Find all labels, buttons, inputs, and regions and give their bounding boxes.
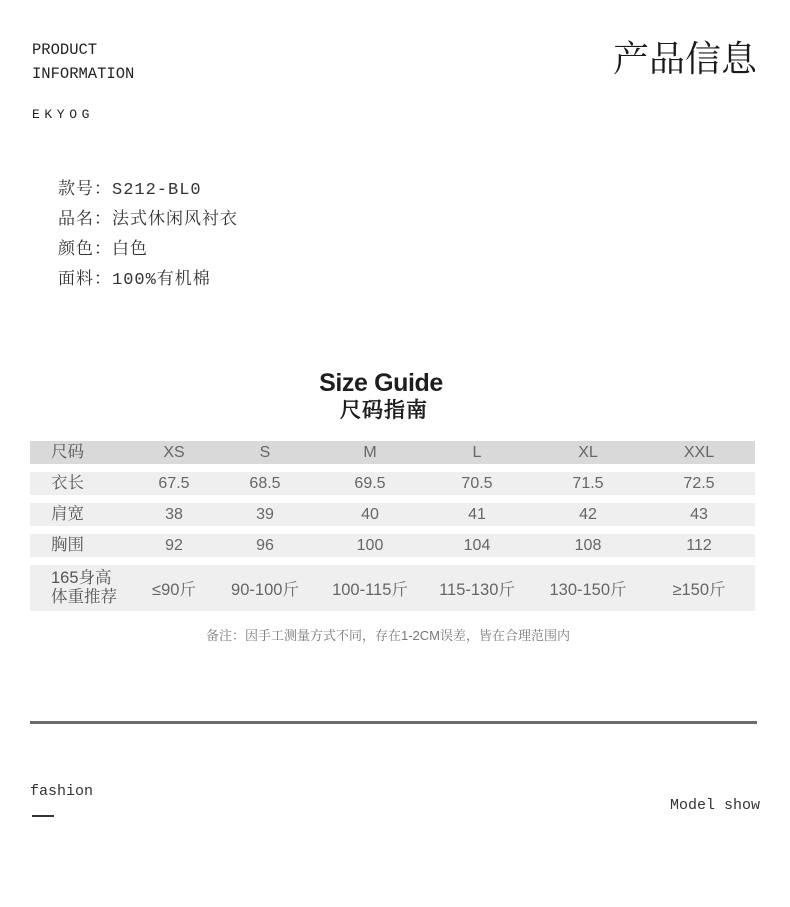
table-header-size: XXL <box>683 443 715 461</box>
table-header-size: XL <box>578 443 598 461</box>
table-cell: 115-130斤 <box>439 581 515 599</box>
product-details <box>58 176 238 296</box>
detail-label: 面料： <box>58 271 112 290</box>
detail-label: 款号： <box>58 181 112 200</box>
table-cell: 42 <box>579 505 597 523</box>
table-cell: 38 <box>165 505 183 523</box>
page-title: 产品信息 <box>612 39 757 80</box>
table-cell: 71.5 <box>572 474 604 492</box>
size-note: 备注：因手工测量方式不同，存在1-2CM误差，皆在合理范围内 <box>205 628 570 643</box>
table-header-size: XS <box>163 443 185 461</box>
table-cell: 43 <box>690 505 708 523</box>
table-header-size: M <box>363 443 377 461</box>
table-cell: 108 <box>574 536 602 554</box>
product-information-label <box>32 38 134 86</box>
detail-value: S212-BL0 <box>112 181 202 200</box>
table-row-label-line: 体重推荐 <box>51 588 117 606</box>
table-row-label: 肩宽 <box>51 505 84 523</box>
detail-value: 100%有机棉 <box>112 271 211 290</box>
fashion-underline <box>32 815 54 817</box>
table-cell: 104 <box>463 536 491 554</box>
table-cell: 100 <box>356 536 384 554</box>
table-row-label: 衣长 <box>51 474 84 492</box>
detail-product-name <box>58 206 238 236</box>
table-row <box>30 534 755 557</box>
table-header-row <box>30 441 755 464</box>
section-divider <box>30 721 757 724</box>
table-header-size: S <box>259 443 271 461</box>
table-cell: 69.5 <box>354 474 386 492</box>
detail-value: 白色 <box>112 241 148 260</box>
table-cell: 100-115斤 <box>332 581 408 599</box>
label-line-information: INFORMATION <box>32 65 135 83</box>
label-line-product: PRODUCT <box>32 41 98 59</box>
table-row-label-line: 165身高 <box>51 569 112 587</box>
detail-label: 颜色： <box>58 241 112 260</box>
table-cell: 39 <box>256 505 274 523</box>
detail-label: 品名： <box>58 211 112 230</box>
table-row <box>30 472 755 495</box>
table-cell: ≤90斤 <box>152 581 196 599</box>
table-cell: 96 <box>256 536 274 554</box>
table-cell: 70.5 <box>461 474 493 492</box>
table-cell: 72.5 <box>683 474 715 492</box>
detail-style-number <box>58 176 238 206</box>
detail-fabric <box>58 266 238 296</box>
table-cell: 67.5 <box>158 474 190 492</box>
table-cell: 112 <box>686 536 712 554</box>
table-cell: 41 <box>468 505 486 523</box>
model-show-label: Model show <box>669 797 760 814</box>
table-row-label <box>30 569 122 607</box>
brand-name: EKYOG <box>32 107 95 122</box>
table-cell: 40 <box>361 505 379 523</box>
table-cell: 68.5 <box>249 474 281 492</box>
size-guide-title: Size Guide <box>319 369 443 397</box>
table-row-label: 胸围 <box>51 536 84 554</box>
detail-value: 法式休闲风衬衣 <box>112 211 238 230</box>
table-cell: 90-100斤 <box>231 581 299 599</box>
table-cell: ≥150斤 <box>672 581 726 599</box>
table-header-size: L <box>472 443 482 461</box>
size-table <box>30 441 755 619</box>
detail-color <box>58 236 238 266</box>
table-cell: 130-150斤 <box>549 581 627 599</box>
table-header-label: 尺码 <box>51 443 84 461</box>
table-cell: 92 <box>165 536 183 554</box>
size-guide-subtitle: 尺码指南 <box>340 399 428 422</box>
table-row <box>30 565 755 611</box>
fashion-label: fashion <box>30 783 94 800</box>
table-row <box>30 503 755 526</box>
